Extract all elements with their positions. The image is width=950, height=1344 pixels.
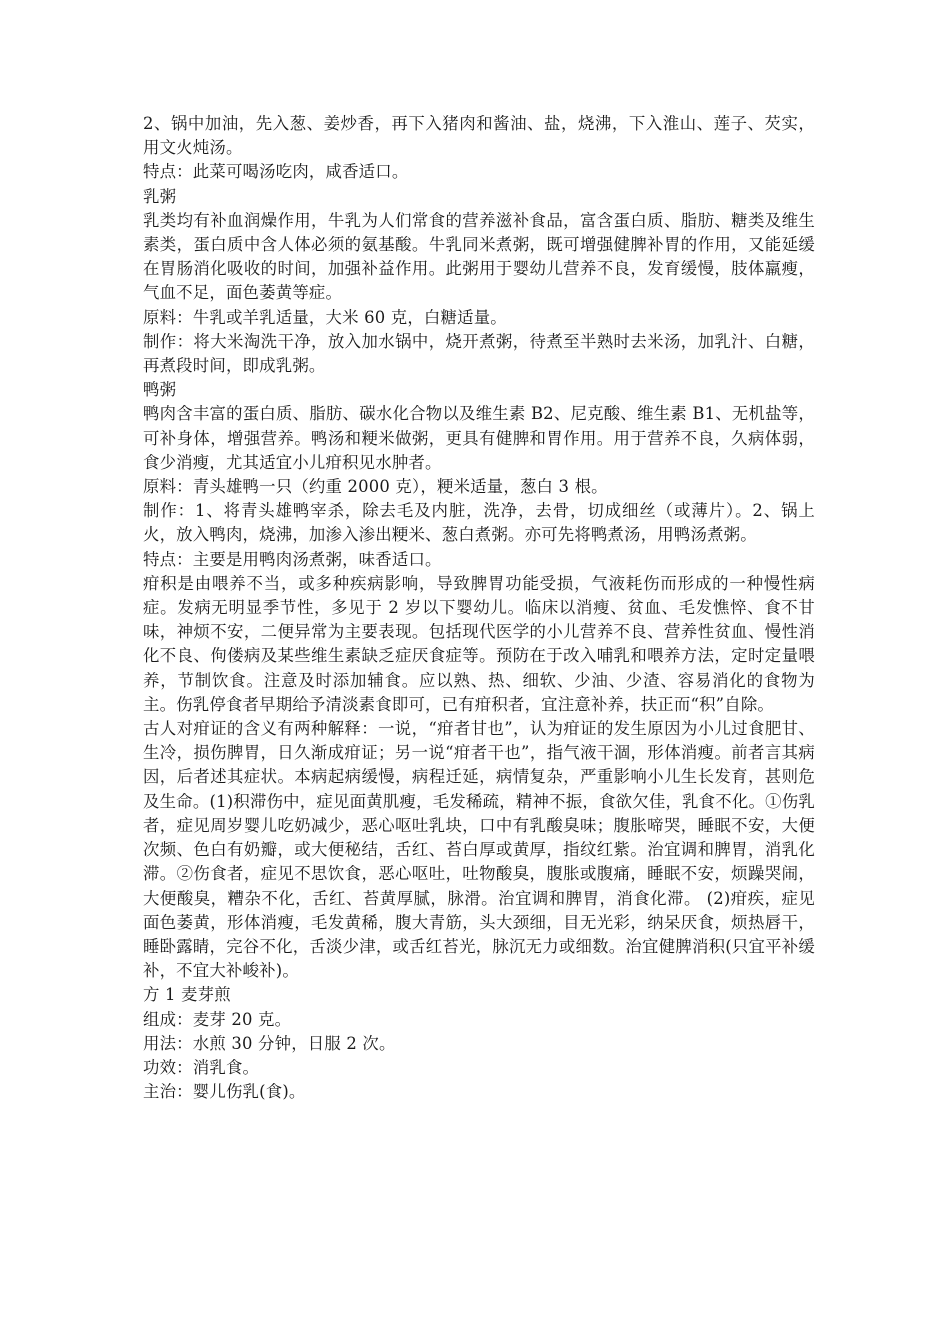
heading-prescription-1: 方 1 麦芽煎	[143, 985, 231, 1005]
paragraph-duck-porridge-method: 制作：1、将青头雄鸭宰杀，除去毛及内脏，洗净，去骨，切成细丝（或薄片）。2、锅上火，放入鸭肉，烧沸，加渗入渗出粳米、葱白煮粥。亦可先将鸭煮汤，用鸭汤煮粥。	[143, 501, 815, 545]
paragraph-milk-porridge-intro: 乳类均有补血润燥作用，牛乳为人们常食的营养滋补食品，富含蛋白质、脂肪、糖类及维生素类，蛋白质中含人体必须的氨基酸。牛乳同米煮粥，既可增强健脾补胃的作用，又能延缓在胃肠消化吸收的时间，加强补益作用。此粥用于婴幼儿营养不良，发育缓慢，肢体羸瘦，气血不足，面色萎黄等症。	[143, 210, 815, 303]
paragraph-prescription-composition: 组成：麦芽 20 克。	[143, 1009, 292, 1029]
paragraph-malnutrition-overview: 疳积是由喂养不当，或多种疾病影响，导致脾胃功能受损，气液耗伤而形成的一种慢性病症。发病无明显季节性，多见于 2 岁以下婴幼儿。临床以消瘦、贫血、毛发憔悴、食不甘味，神烦不安，二便异常为主要表现。包括现代医学的小儿营养不良、营养性贫血、慢性消化不良、佝偻病及某些维生素缺乏症厌食症等。预防在于改入哺乳和喂养方法，定时定量喂养，节制饮食。注意及时添加辅食。应以熟、热、细软、少油、少渣、容易消化的食物为主。伤乳停食者早期给予清淡素食即可，已有疳积者，宜注意补养，扶正而“积”自除。	[143, 573, 815, 714]
paragraph-prescription-indication: 主治：婴儿伤乳(食)。	[143, 1082, 306, 1102]
paragraph-duck-porridge-ingredients: 原料：青头雄鸭一只（约重 2000 克），粳米适量，葱白 3 根。	[143, 477, 608, 497]
heading-milk-porridge: 乳粥	[143, 186, 177, 206]
document-body	[143, 112, 815, 1104]
paragraph-duck-porridge-features: 特点：主要是用鸭肉汤煮粥，味香适口。	[143, 549, 442, 569]
paragraph-prescription-effect: 功效：消乳食。	[143, 1057, 260, 1077]
paragraph-milk-porridge-method: 制作：将大米淘洗干净，放入加水锅中，烧开煮粥，待煮至半熟时去米汤，加乳汁、白糖，再煮段时间，即成乳粥。	[143, 331, 815, 376]
paragraph-recipe-step-2: 2、锅中加油，先入葱、姜炒香，再下入猪肉和酱油、盐，烧沸，下入淮山、莲子、芡实，用文火炖汤。	[143, 114, 815, 158]
paragraph-prescription-usage: 用法：水煎 30 分钟，日服 2 次。	[143, 1033, 396, 1053]
heading-duck-porridge: 鸭粥	[143, 380, 177, 400]
paragraph-duck-porridge-intro: 鸭肉含丰富的蛋白质、脂肪、碳水化合物以及维生素 B2、尼克酸、维生素 B1、无机盐等，可补身体，增强营养。鸭汤和粳米做粥，更具有健脾和胃作用。用于营养不良，久病体弱，食少消瘦，尤其适宜小儿疳积见水肿者。	[143, 404, 815, 472]
paragraph-recipe-features: 特点：此菜可喝汤吃肉，咸香适口。	[143, 162, 409, 182]
paragraph-milk-porridge-ingredients: 原料：牛乳或羊乳适量，大米 60 克，白糖适量。	[143, 307, 507, 327]
paragraph-malnutrition-explanation: 古人对疳证的含义有两种解释：一说，“疳者甘也”，认为疳证的发生原因为小儿过食肥甘、生冷，损伤脾胃，日久渐成疳证；另一说“疳者干也”，指气液干涸，形体消瘦。前者言其病因，后者述其症状。本病起病缓慢，病程迁延，病情复杂，严重影响小儿生长发育，甚则危及生命。(1)积滞伤中，症见面黄肌瘦，毛发稀疏，精神不振，食欲欠佳，乳食不化。①伤乳者，症见周岁婴儿吃奶减少，恶心呕吐乳块，口中有乳酸臭味；腹胀啼哭，睡眠不安，大便次频、色白有奶瓣，或大便秘结，舌红、苔白厚或黄厚，指纹红紫。治宜调和脾胃，消乳化滞。②伤食者，症见不思饮食，恶心呕吐，吐物酸臭，腹胀或腹痛，睡眠不安，烦躁哭闹，大便酸臭，糟杂不化，舌红、苔黄厚腻，脉滑。治宜调和脾胃，消食化滞。 (2)疳疾，症见面色萎黄，形体消瘦，毛发黄稀，腹大青筋，头大颈细，目无光彩，纳呆厌食，烦热唇干，睡卧露睛，完谷不化，舌淡少津，或舌红苔光，脉沉无力或细数。治宜健脾消积(只宜平补缓补，不宜大补峻补)。	[143, 719, 815, 981]
